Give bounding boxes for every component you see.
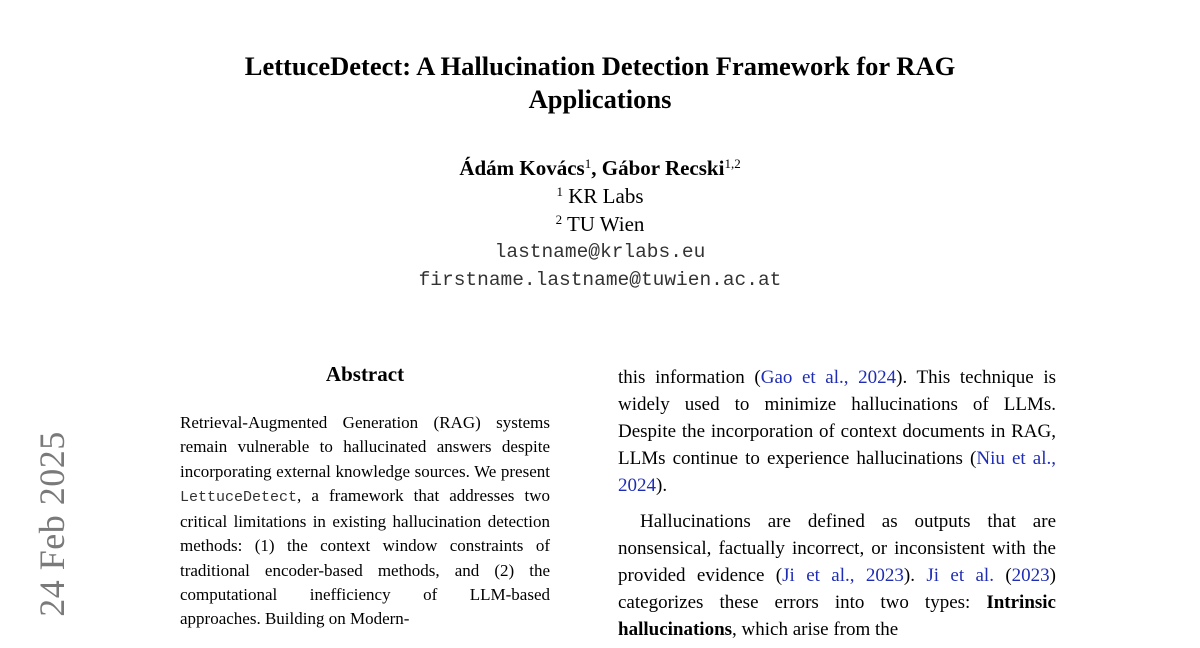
abstract-text-part-1: Retrieval-Augmented Generation (RAG) systems remain vulnerable to hallucinated answers despite incorporating external knowledge sources. We present	[180, 413, 550, 481]
abstract-text	[180, 411, 550, 632]
arxiv-date-stamp	[30, 424, 74, 624]
p2-text-3: (	[993, 565, 1012, 586]
affiliation-1-marker: 1	[556, 184, 563, 199]
term-intrinsic-hallucinations: Intrinsic hallucinations	[618, 592, 1056, 640]
paragraph-2	[618, 508, 1056, 643]
p2-text-4: ) categorizes these errors into two types:	[618, 565, 1056, 613]
p1-text-2: ). This technique is widely used to minimize hallucinations of LLMs. Despite the incorporation of context documents in RAG, LLMs continue to experience hallucinations (	[618, 367, 1057, 469]
author-2: Gábor Recski	[601, 156, 725, 180]
p2-text-1: Hallucinations are defined as outputs that are nonsensical, factually incorrect, or inconsistent with the provided evidence (	[618, 511, 1056, 586]
title-line-2: Applications	[528, 84, 672, 114]
affiliation-2	[300, 210, 900, 238]
email-2: firstname.lastname@tuwien.ac.at	[418, 269, 782, 291]
email-1: lastname@krlabs.eu	[494, 241, 706, 263]
citation-gao-2024[interactable]: Gao et al., 2024	[760, 367, 897, 388]
citation-ji-2023[interactable]: Ji et al., 2023	[782, 565, 904, 586]
affiliation-2-marker: 2	[555, 212, 563, 227]
affiliation-2-name: TU Wien	[566, 212, 645, 236]
author-block	[300, 154, 900, 294]
p2-text-5: , which arise from the	[732, 619, 899, 640]
code-name-lettucedetect: LettuceDetect	[180, 488, 298, 506]
abstract-heading: Abstract	[325, 362, 405, 386]
citation-niu-2024[interactable]: Niu et al., 2024	[618, 448, 1056, 496]
citation-ji-year-2023[interactable]: 2023	[1011, 565, 1050, 586]
p1-text-1: this information (	[618, 367, 761, 388]
citation-ji-et-al[interactable]: Ji et al.	[926, 565, 994, 586]
author-separator: ,	[591, 156, 602, 180]
paper-title	[150, 50, 1050, 116]
affiliation-1	[300, 182, 900, 210]
paragraph-1	[618, 364, 1056, 499]
title-line-1: LettuceDetect: A Hallucination Detection Framework for RAG	[244, 51, 956, 81]
right-column-body	[618, 364, 1056, 643]
author-names	[300, 154, 900, 182]
author-1: Ádám Kovács	[459, 156, 585, 180]
arxiv-date-text: 24 Feb 2025	[32, 431, 72, 617]
p1-text-3: ).	[656, 475, 668, 496]
author-1-affiliation: 1	[584, 156, 592, 171]
abstract-text-part-2: , a framework that addresses two critical limitations in existing hallucination detection methods: (1) the context window constraints of traditional encoder-based methods, and (2) the computational inefficiency of LLM-based approaches. Building on Modern-	[180, 485, 550, 629]
p2-text-2: ).	[903, 565, 927, 586]
author-2-affiliation: 1,2	[724, 156, 741, 171]
affiliation-1-name: KR Labs	[568, 184, 644, 208]
